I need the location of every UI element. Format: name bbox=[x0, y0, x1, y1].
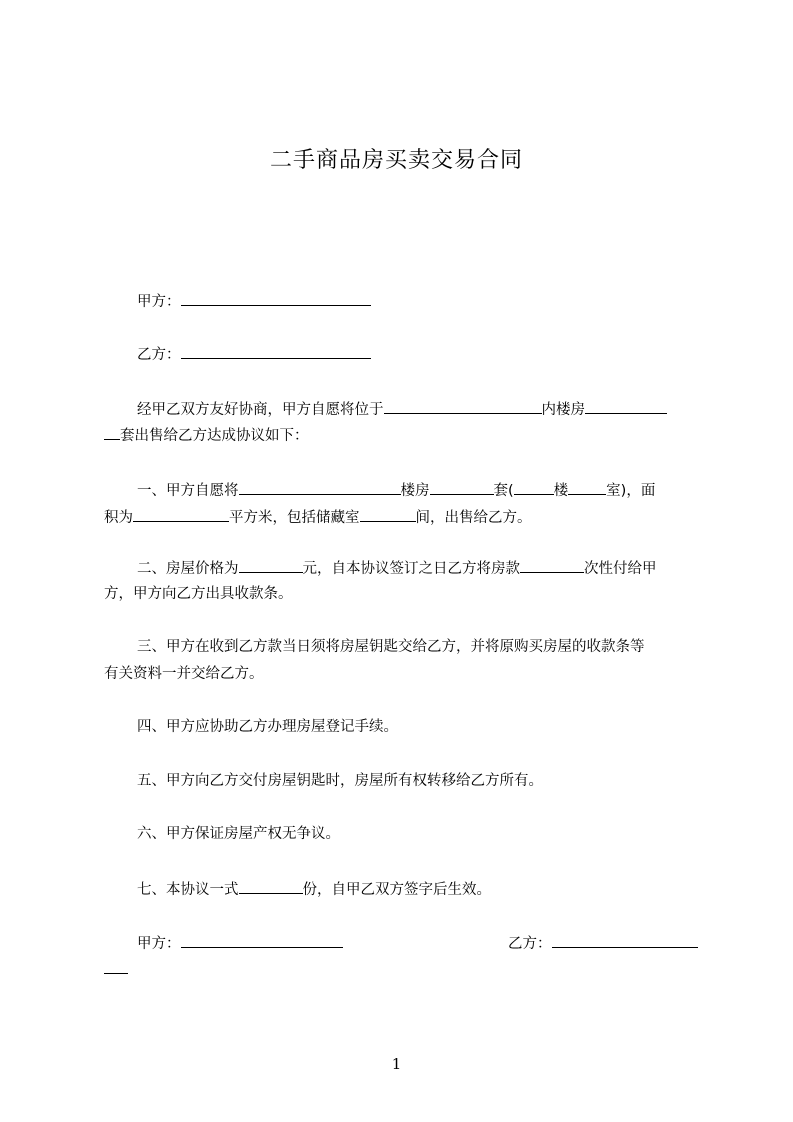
party-a-line bbox=[137, 290, 371, 312]
clause-2-text-3: 次性付给甲 bbox=[584, 561, 657, 577]
clause-3-line-1: 三、甲方在收到乙方款当日须将房屋钥匙交给乙方，并将原购买房屋的收款条等 bbox=[137, 639, 645, 655]
clause-1-area-blank[interactable] bbox=[133, 506, 229, 522]
signature-party-b-continued bbox=[104, 958, 128, 980]
clause-1-line-1 bbox=[137, 479, 655, 501]
clause-2-line-2 bbox=[104, 584, 293, 604]
signature-party-b-blank[interactable] bbox=[552, 932, 698, 948]
clause-5: 五、甲方向乙方交付房屋钥匙时，房屋所有权转移给乙方所有。 bbox=[137, 773, 543, 789]
party-b-line bbox=[137, 343, 371, 365]
clause-2-text-4: 方，甲方向乙方出具收款条。 bbox=[104, 586, 293, 602]
party-a-label: 甲方： bbox=[137, 294, 181, 310]
clause-1-text-6: 积为 bbox=[104, 510, 133, 526]
clause-1-count-blank[interactable] bbox=[430, 479, 494, 495]
intro-line-2 bbox=[104, 424, 309, 446]
clause-1-line-2 bbox=[104, 506, 532, 528]
signature-party-a-label: 甲方： bbox=[137, 936, 181, 952]
party-b-blank[interactable] bbox=[181, 343, 371, 359]
clause-7 bbox=[137, 878, 491, 900]
clause-1-text-1: 一、甲方自愿将 bbox=[137, 483, 239, 499]
clause-2-text-2: 元，自本协议签订之日乙方将房款 bbox=[302, 561, 520, 577]
clause-2-payment-blank[interactable] bbox=[520, 557, 584, 573]
building-blank[interactable] bbox=[585, 398, 667, 414]
signature-party-a bbox=[137, 932, 343, 954]
document-title: 二手商品房买卖交易合同 bbox=[269, 148, 523, 173]
party-a-blank[interactable] bbox=[181, 290, 371, 306]
clause-7-text-2: 份，自甲乙双方签字后生效。 bbox=[302, 882, 491, 898]
signature-party-a-blank[interactable] bbox=[181, 932, 343, 948]
clause-4: 四、甲方应协助乙方办理房屋登记手续。 bbox=[137, 719, 398, 735]
intro-text-2: 内楼房 bbox=[541, 402, 585, 418]
intro-line-1 bbox=[137, 398, 667, 420]
clause-2-text-1: 二、房屋价格为 bbox=[137, 561, 239, 577]
clause-1-text-7: 平方米，包括储藏室 bbox=[229, 510, 360, 526]
clause-3-line-2: 有关资料一并交给乙方。 bbox=[104, 666, 264, 682]
clause-1-storage-blank[interactable] bbox=[360, 506, 416, 522]
clause-1-text-4: 楼 bbox=[553, 483, 569, 499]
intro-text-3: 套出售给乙方达成协议如下： bbox=[120, 428, 309, 444]
signature-party-b-label: 乙方： bbox=[508, 936, 552, 952]
clause-1-room-blank[interactable] bbox=[568, 479, 606, 495]
signature-party-b bbox=[508, 932, 698, 954]
signature-party-b-blank-continued[interactable] bbox=[104, 958, 128, 974]
clause-7-text-1: 七、本协议一式 bbox=[137, 882, 239, 898]
intro-text-1: 经甲乙双方友好协商，甲方自愿将位于 bbox=[137, 402, 384, 418]
clause-1-text-5: 室)，面 bbox=[606, 483, 656, 499]
clause-1-text-3: 套( bbox=[493, 483, 514, 499]
party-b-label: 乙方： bbox=[137, 347, 181, 363]
page-number: 1 bbox=[391, 1055, 402, 1073]
clause-7-copies-blank[interactable] bbox=[239, 878, 303, 894]
clause-2-line-1 bbox=[137, 557, 657, 579]
clause-1-address-blank[interactable] bbox=[239, 479, 401, 495]
location-blank[interactable] bbox=[384, 398, 542, 414]
building-blank-continued[interactable] bbox=[104, 424, 120, 440]
clause-1-floor-blank[interactable] bbox=[514, 479, 554, 495]
clause-1-text-8: 间，出售给乙方。 bbox=[415, 510, 532, 526]
clause-1-text-2: 楼房 bbox=[400, 483, 430, 499]
clause-2-price-blank[interactable] bbox=[239, 557, 303, 573]
clause-6: 六、甲方保证房屋产权无争议。 bbox=[137, 826, 340, 842]
